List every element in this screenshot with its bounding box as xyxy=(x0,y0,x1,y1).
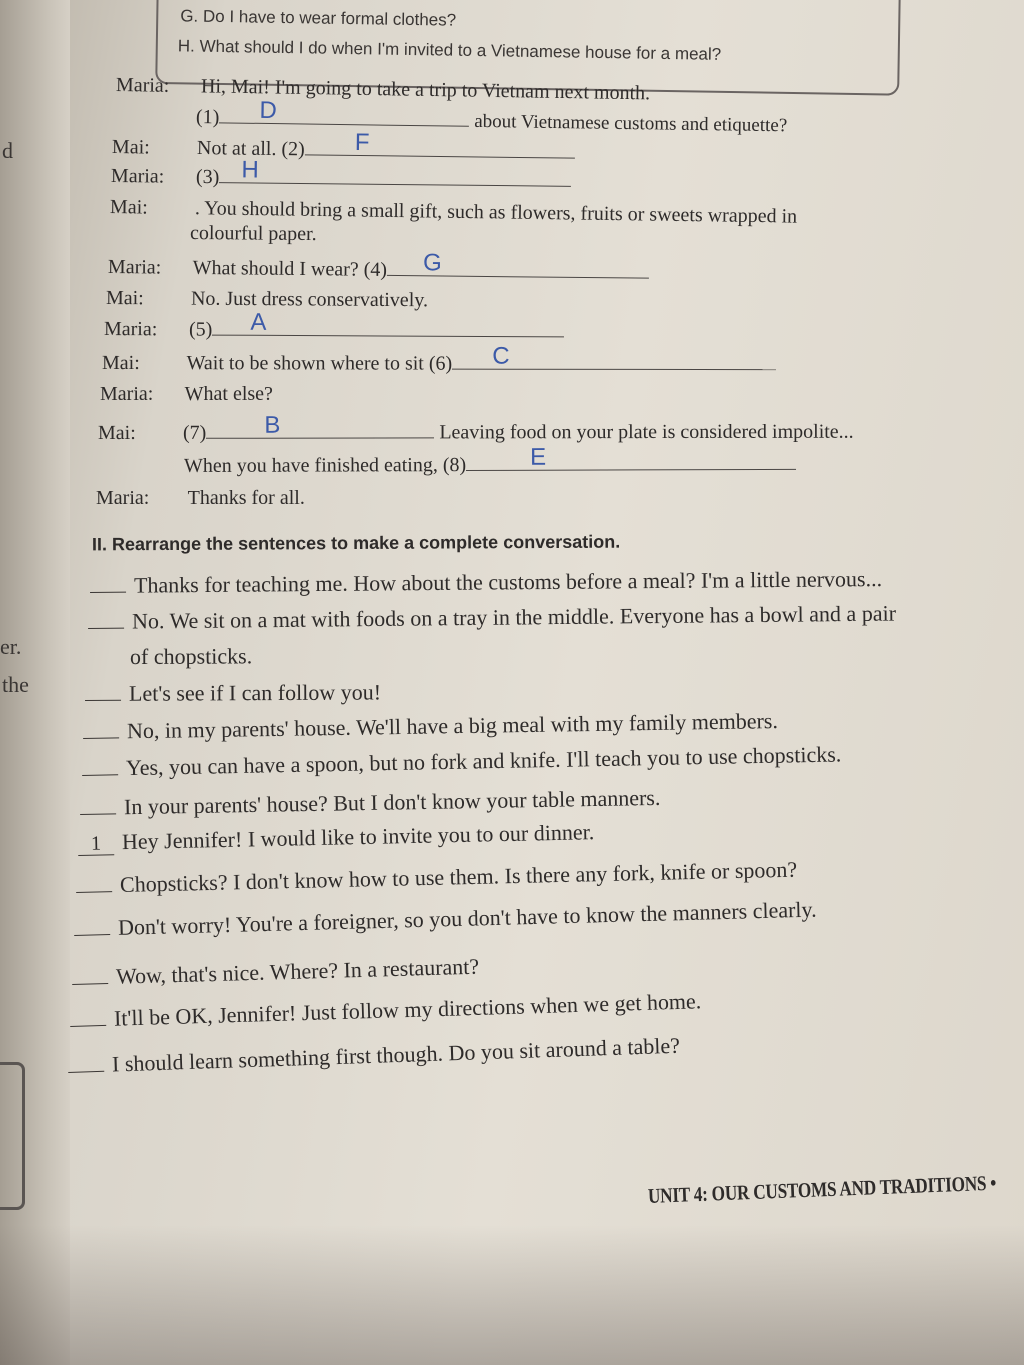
order-blank[interactable] xyxy=(72,961,109,985)
line-text: about Vietnamese customs and etiquette? xyxy=(474,110,788,137)
order-blank[interactable]: 1 xyxy=(78,832,114,856)
answer-blank[interactable] xyxy=(219,96,469,126)
option-g: G. Do I have to wear formal clothes? xyxy=(180,6,457,30)
margin-bracket xyxy=(0,1062,25,1210)
speaker: Maria: xyxy=(107,256,162,279)
speaker: Mai: xyxy=(105,287,144,310)
dialogue-line xyxy=(103,308,564,343)
sentence-text: In your parents' house? But I don't know your table manners. xyxy=(123,784,661,820)
option-h: H. What should I do when I'm invited to a Vietnamese house for a meal? xyxy=(177,36,722,64)
handwritten-answer: E xyxy=(530,443,547,471)
dialogue-line xyxy=(195,96,788,137)
sentence-text: Chopsticks? I don't know how to use them. Is there any fork, knife or spoon? xyxy=(119,856,798,897)
sentence-item xyxy=(90,563,882,599)
sentence-text: Don't worry! You're a foreigner, so you don't have to know the manners clearly. xyxy=(117,896,817,940)
answer-blank[interactable] xyxy=(452,342,776,371)
speaker: Mai: xyxy=(97,421,136,444)
speaker: Mai: xyxy=(101,352,140,375)
order-blank[interactable] xyxy=(80,791,116,815)
answer-blank[interactable] xyxy=(206,411,434,439)
sentence-item xyxy=(70,985,702,1033)
handwritten-answer: G xyxy=(422,249,442,277)
line-text: Wait to be shown where to sit xyxy=(186,352,424,375)
blank-number: (1) xyxy=(195,106,220,129)
line-text: What else? xyxy=(184,383,273,405)
line-text: No. Just dress conservatively. xyxy=(190,287,429,312)
line-text: Thanks for all. xyxy=(187,487,305,509)
speaker: Maria: xyxy=(96,487,150,509)
sentence-text: No. We sit on a mat with foods on a tray in the middle. Everyone has a bowl and a pair xyxy=(131,600,897,634)
sentence-text: Thanks for teaching me. How about the customs before a meal? I'm a little nervous... xyxy=(133,566,883,598)
margin-fragment-d: d xyxy=(2,138,13,163)
speaker: Maria: xyxy=(103,318,158,341)
sentence-text: No, in my parents' house. We'll have a big meal with my family members. xyxy=(126,708,779,744)
line-text: Not at all. xyxy=(196,137,277,161)
sentence-item xyxy=(74,894,817,942)
answer-blank[interactable] xyxy=(387,249,649,279)
answer-blank[interactable] xyxy=(219,156,571,187)
sentence-text: of chopsticks. xyxy=(129,643,253,669)
section-title: II. Rearrange the sentences to make a complete conversation. xyxy=(91,531,621,555)
sentence-text: Wow, that's nice. Where? In a restaurant? xyxy=(115,953,480,989)
dialogue-line xyxy=(106,287,428,312)
sentence-item xyxy=(88,598,896,635)
blank-number: (2) xyxy=(281,138,305,161)
dialogue-line xyxy=(97,411,854,445)
sentence-item xyxy=(82,738,842,782)
line-text: Hi, Mai! I'm going to take a trip to Vietnam next month. xyxy=(200,75,651,105)
line-text: Leaving food on your plate is considered impolite... xyxy=(439,420,854,444)
answer-blank[interactable] xyxy=(212,308,564,338)
blank-number: (3) xyxy=(195,165,220,189)
sentence-item xyxy=(80,782,661,821)
line-text: . You should bring a small gift, such as flowers, fruits or sweets wrapped in xyxy=(194,197,798,228)
dialogue-line xyxy=(183,443,796,478)
margin-fragment-the: the xyxy=(2,672,29,697)
line-text: When you have finished eating, xyxy=(183,454,438,477)
sentence-item xyxy=(76,854,798,899)
speaker: Maria: xyxy=(110,165,165,188)
sentence-item xyxy=(85,676,381,707)
order-blank[interactable] xyxy=(68,1049,105,1073)
handwritten-answer: A xyxy=(250,308,267,336)
dialogue-line xyxy=(101,342,776,376)
order-blank[interactable] xyxy=(70,1003,107,1027)
dialogue-line xyxy=(190,222,317,246)
blank-number: (5) xyxy=(188,318,213,341)
dialogue-line xyxy=(96,487,305,510)
handwritten-answer: C xyxy=(492,342,510,370)
order-blank[interactable] xyxy=(83,715,119,739)
handwritten-answer: F xyxy=(354,128,370,157)
order-blank[interactable] xyxy=(88,606,124,629)
sentence-item xyxy=(68,1030,681,1079)
answer-blank[interactable] xyxy=(305,128,575,158)
blank-number: (7) xyxy=(182,421,207,444)
handwritten-answer: B xyxy=(264,411,281,439)
answer-blank[interactable] xyxy=(466,443,796,471)
blank-number: (6) xyxy=(428,352,453,375)
handwritten-answer: D xyxy=(259,96,277,125)
line-text: What should I wear? xyxy=(192,256,359,281)
handwritten-answer: H xyxy=(241,156,259,184)
dialogue-line xyxy=(110,156,572,193)
order-blank[interactable] xyxy=(85,678,121,701)
speaker: Maria: xyxy=(100,383,154,405)
blank-number: (8) xyxy=(442,454,467,477)
dialogue-line xyxy=(107,249,649,285)
sentence-item xyxy=(72,951,480,991)
order-blank[interactable] xyxy=(76,869,113,893)
sentence-text: Hey Jennifer! I would like to invite you to our dinner. xyxy=(121,819,595,855)
speaker: Mai: xyxy=(109,196,148,219)
sentence-text: Let's see if I can follow you! xyxy=(128,679,382,706)
sentence-text: It'll be OK, Jennifer! Just follow my directions when we get home. xyxy=(113,988,702,1031)
page-shadow xyxy=(0,1225,1024,1365)
sentence-text: Yes, you can have a spoon, but no fork and knife. I'll teach you to use chopsticks. xyxy=(125,741,842,781)
sentence-item xyxy=(83,705,778,745)
blank-number: (4) xyxy=(363,258,388,281)
line-text: colourful paper. xyxy=(189,222,317,246)
sentence-item xyxy=(78,819,595,856)
dialogue-line xyxy=(111,128,575,165)
order-blank[interactable] xyxy=(90,570,126,593)
sentence-item xyxy=(130,643,252,670)
order-blank[interactable] xyxy=(74,912,111,936)
order-blank[interactable] xyxy=(82,752,118,776)
sentence-text: I should learn something first though. Do you sit around a table? xyxy=(111,1032,681,1077)
unit-footer: UNIT 4: OUR CUSTOMS AND TRADITIONS • xyxy=(647,1170,997,1208)
dialogue-line xyxy=(100,383,273,406)
margin-fragment-er: er. xyxy=(0,634,22,659)
speaker: Mai: xyxy=(111,136,150,159)
speaker: Maria: xyxy=(115,74,170,97)
